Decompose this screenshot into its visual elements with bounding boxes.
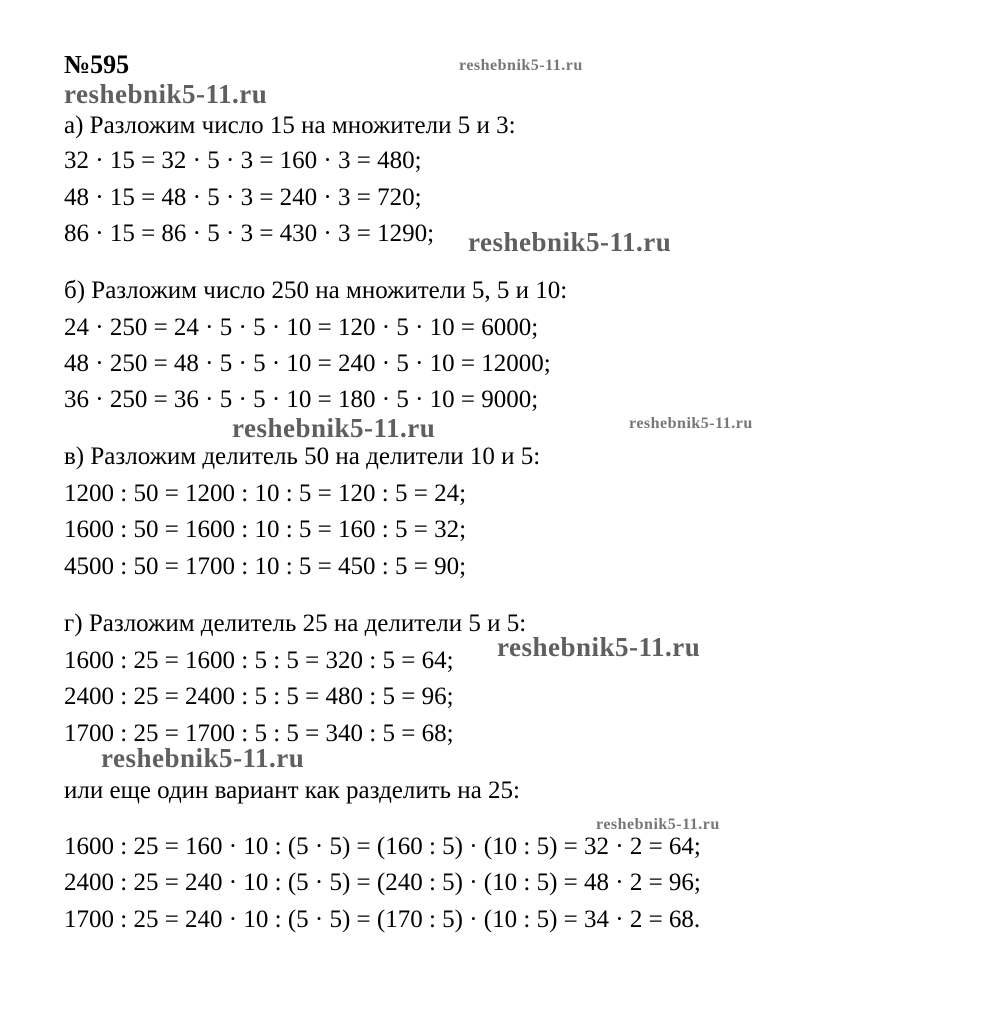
alternative-heading: или еще один вариант как разделить на 25: [64, 777, 520, 804]
watermark: reshebnik5-11.ru [629, 415, 753, 432]
section-v-line-2: 1600 : 50 = 1600 : 10 : 5 = 160 : 5 = 32; [64, 516, 467, 543]
watermark: reshebnik5-11.ru [497, 632, 701, 662]
alternative-line-3: 1700 : 25 = 240 · 10 : (5 · 5) = (170 : 5) · (10 : 5) = 34 · 2 = 68. [64, 906, 701, 933]
section-b-line-3: 36 · 250 = 36 · 5 · 5 · 10 = 180 · 5 · 10 = 9000; [64, 386, 539, 413]
section-g-line-1: 1600 : 25 = 1600 : 5 : 5 = 320 : 5 = 64; [64, 647, 454, 674]
section-v-line-3: 4500 : 50 = 1700 : 10 : 5 = 450 : 5 = 90; [64, 553, 467, 580]
watermark: reshebnik5-11.ru [596, 816, 720, 833]
section-b-heading: б) Разложим число 250 на множители 5, 5 и 10: [64, 277, 568, 304]
section-a-line-2: 48 · 15 = 48 · 5 · 3 = 240 · 3 = 720; [64, 184, 422, 211]
watermark: reshebnik5-11.ru [64, 79, 268, 109]
section-a-heading: а) Разложим число 15 на множители 5 и 3: [64, 112, 516, 139]
section-v-line-1: 1200 : 50 = 1200 : 10 : 5 = 120 : 5 = 24; [64, 480, 467, 507]
section-g-line-3: 1700 : 25 = 1700 : 5 : 5 = 340 : 5 = 68; [64, 720, 454, 747]
section-b-line-2: 48 · 250 = 48 · 5 · 5 · 10 = 240 · 5 · 10 = 12000; [64, 350, 551, 377]
section-a-line-1: 32 · 15 = 32 · 5 · 3 = 160 · 3 = 480; [64, 147, 422, 174]
section-a-line-3: 86 · 15 = 86 · 5 · 3 = 430 · 3 = 1290; [64, 220, 435, 247]
alternative-line-2: 2400 : 25 = 240 · 10 : (5 · 5) = (240 : 5) · (10 : 5) = 48 · 2 = 96; [64, 869, 701, 896]
section-b-line-1: 24 · 250 = 24 · 5 · 5 · 10 = 120 · 5 · 10 = 6000; [64, 314, 539, 341]
section-g-heading: г) Разложим делитель 25 на делители 5 и 5: [64, 610, 527, 637]
section-v-heading: в) Разложим делитель 50 на делители 10 и 5: [64, 443, 541, 470]
alternative-line-1: 1600 : 25 = 160 · 10 : (5 · 5) = (160 : 5) · (10 : 5) = 32 · 2 = 64; [64, 833, 701, 860]
watermark: reshebnik5-11.ru [459, 57, 583, 74]
watermark: reshebnik5-11.ru [468, 227, 672, 257]
watermark: reshebnik5-11.ru [101, 743, 305, 773]
problem-number: №595 [64, 50, 130, 79]
watermark: reshebnik5-11.ru [232, 413, 436, 443]
section-g-line-2: 2400 : 25 = 2400 : 5 : 5 = 480 : 5 = 96; [64, 683, 454, 710]
